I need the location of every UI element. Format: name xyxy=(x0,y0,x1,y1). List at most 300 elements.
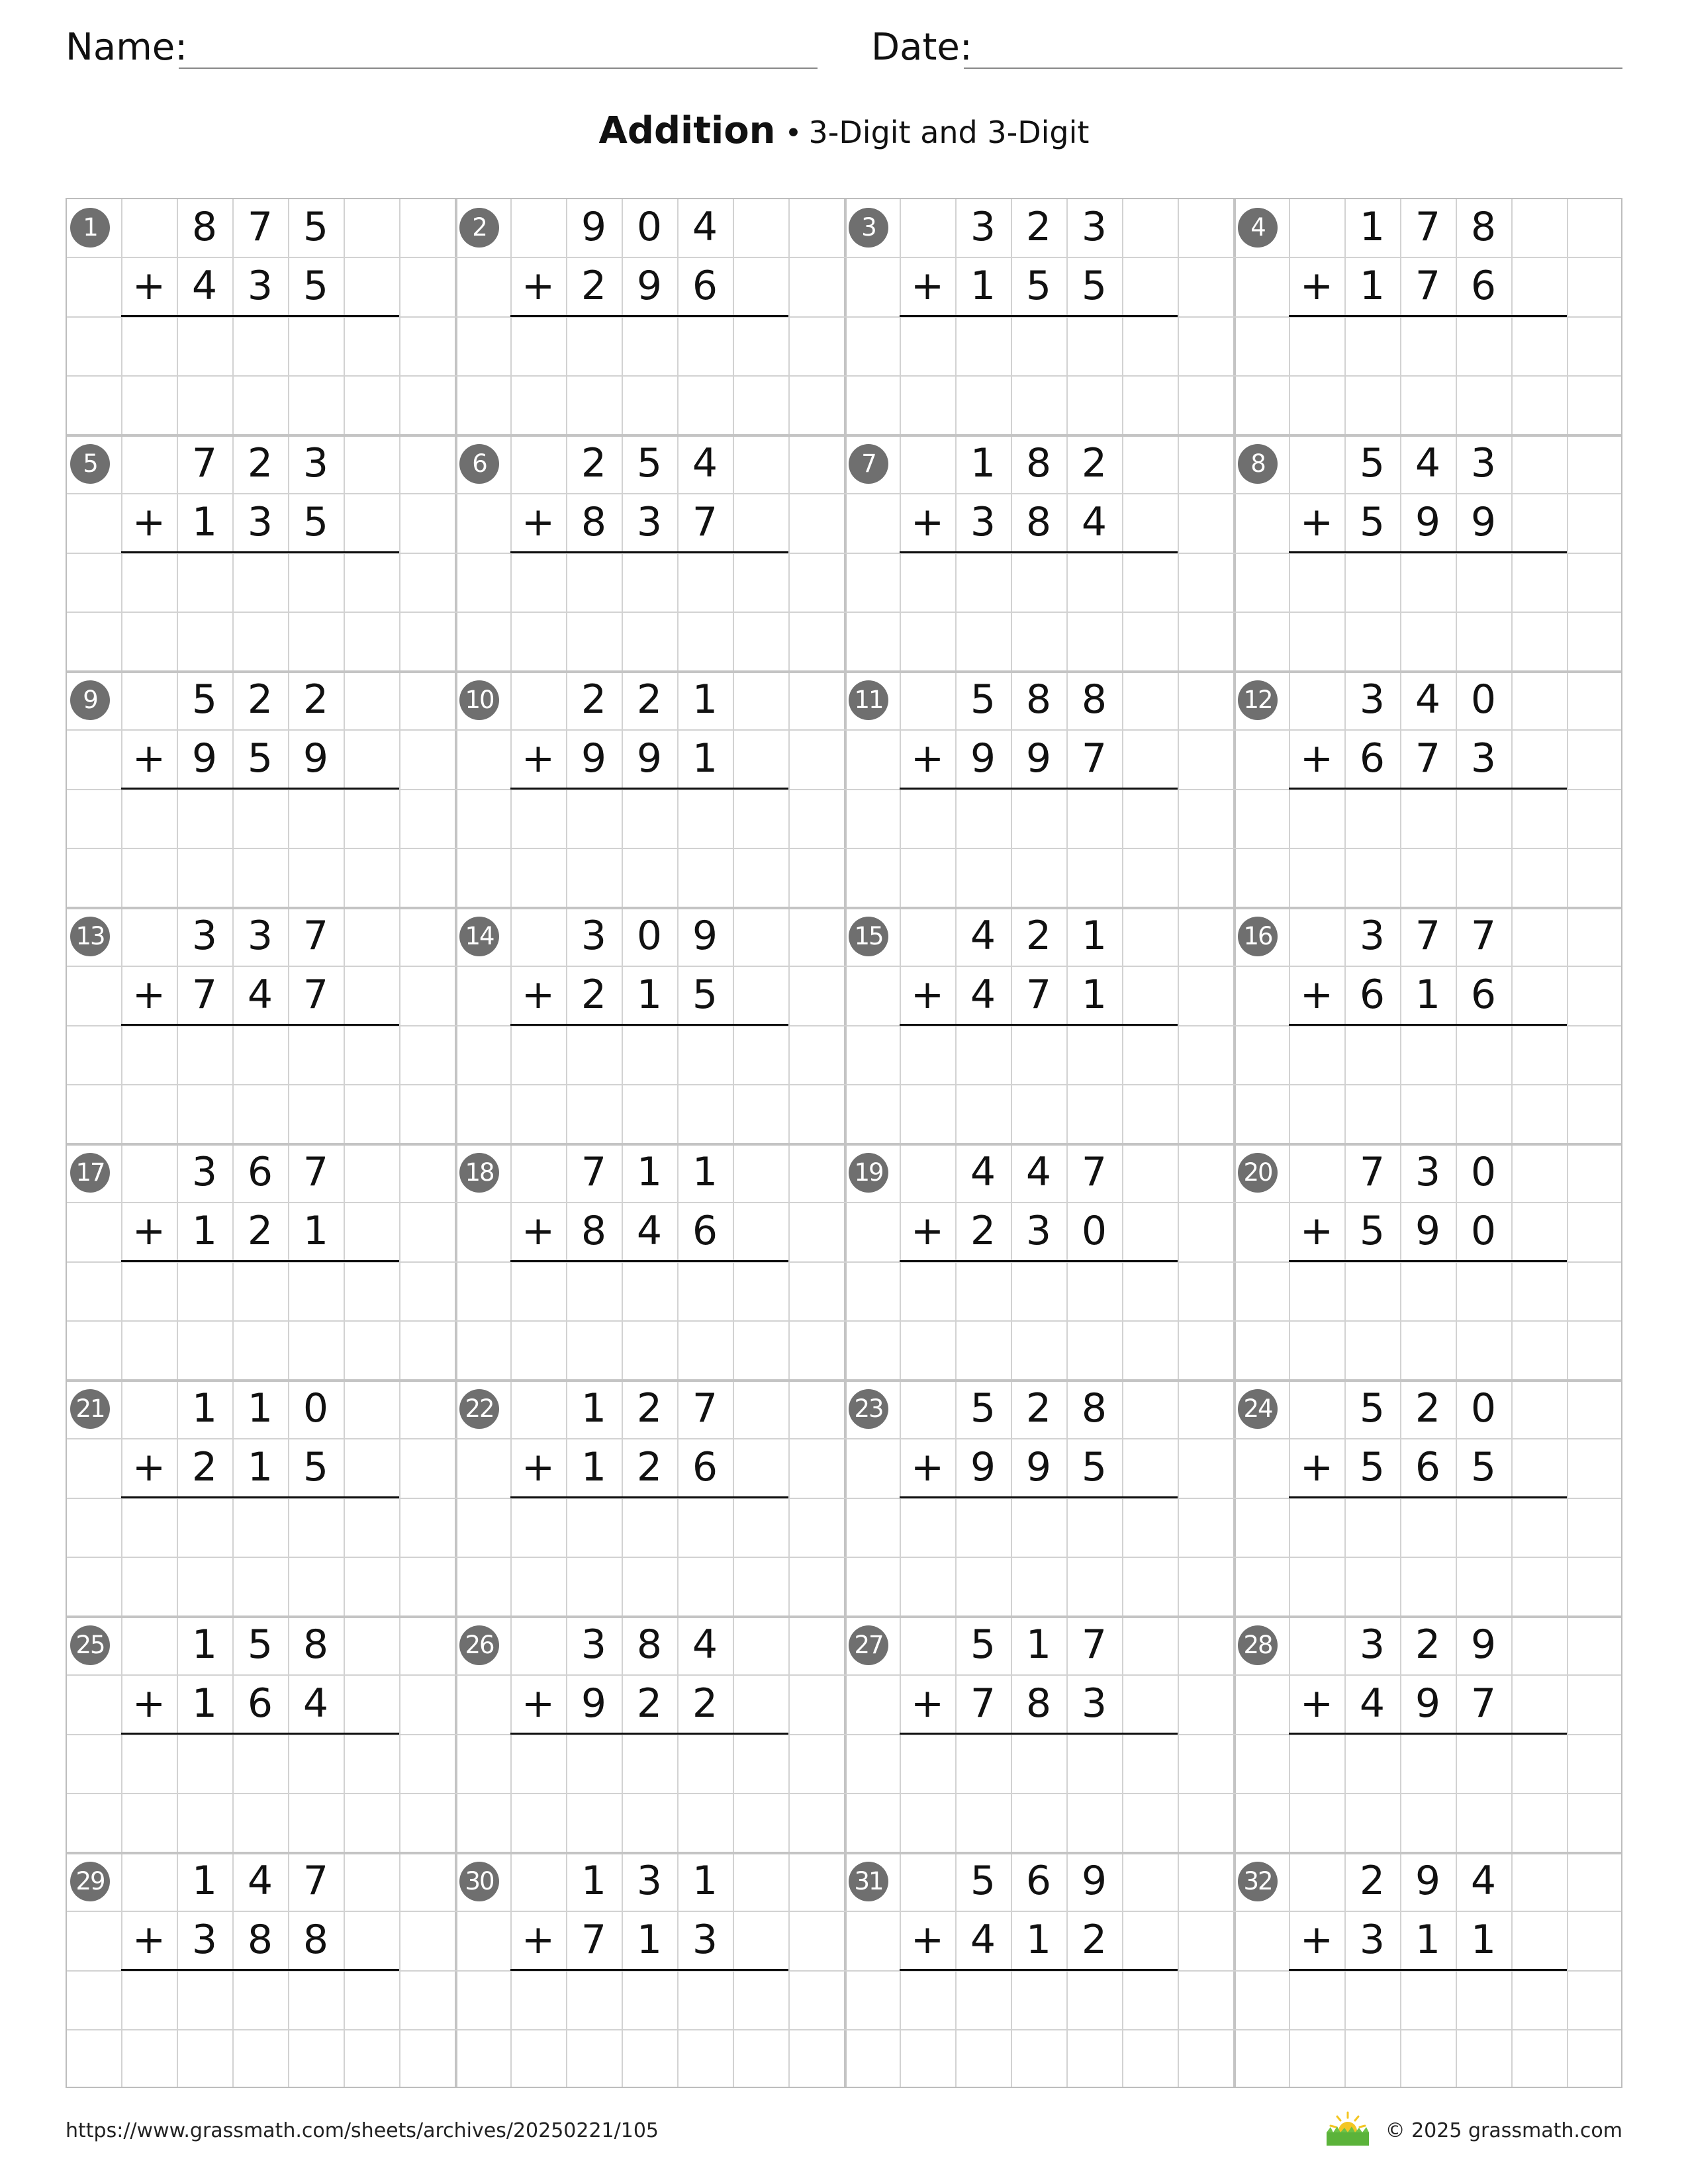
bottom-digit: 5 xyxy=(303,499,329,545)
bottom-digit: 2 xyxy=(247,1208,273,1254)
top-digit: 3 xyxy=(1359,676,1385,723)
bottom-digit: 3 xyxy=(191,1917,218,1963)
problem-block xyxy=(844,198,1233,434)
top-digit: 1 xyxy=(1359,204,1385,250)
bottom-digit: 9 xyxy=(1025,735,1052,782)
bottom-digit: 9 xyxy=(1415,499,1441,545)
top-digit: 0 xyxy=(1470,1149,1497,1195)
top-digit: 3 xyxy=(191,913,218,959)
bottom-digit: 7 xyxy=(1415,263,1441,309)
bottom-digit: 6 xyxy=(692,1444,718,1490)
bottom-digit: 6 xyxy=(1359,972,1385,1018)
top-digit: 3 xyxy=(581,1621,607,1668)
problem-number-badge: 14 xyxy=(459,917,499,956)
problem-number-badge: 31 xyxy=(849,1862,888,1901)
top-digit: 8 xyxy=(303,1621,329,1668)
top-digit: 5 xyxy=(191,676,218,723)
answer-area[interactable] xyxy=(121,1735,399,1847)
problem-block xyxy=(66,907,455,1143)
bottom-digit: 2 xyxy=(581,263,607,309)
bottom-digit: 1 xyxy=(636,972,663,1018)
top-digit: 7 xyxy=(581,1149,607,1195)
top-digit: 8 xyxy=(1025,676,1052,723)
bottom-digit: 3 xyxy=(970,499,996,545)
top-digit: 5 xyxy=(247,1621,273,1668)
top-digit: 5 xyxy=(303,204,329,250)
problem-block xyxy=(844,434,1233,670)
name-field-line[interactable] xyxy=(179,68,818,69)
bottom-digit: 2 xyxy=(191,1444,218,1490)
problem-block xyxy=(1233,1143,1622,1379)
problem-block xyxy=(1233,1615,1622,1852)
bottom-digit: 5 xyxy=(1359,1444,1385,1490)
answer-area[interactable] xyxy=(900,317,1178,430)
bottom-digit: 3 xyxy=(636,499,663,545)
problem-block xyxy=(66,434,455,670)
bottom-digit: 9 xyxy=(581,735,607,782)
answer-area[interactable] xyxy=(900,1971,1178,2083)
bottom-digit: 5 xyxy=(1081,263,1107,309)
answer-area[interactable] xyxy=(900,553,1178,666)
answer-area[interactable] xyxy=(510,1026,788,1138)
top-digit: 2 xyxy=(1025,1385,1052,1432)
answer-area[interactable] xyxy=(121,553,399,666)
top-digit: 9 xyxy=(1470,1621,1497,1668)
bottom-digit: 9 xyxy=(1470,499,1497,545)
top-digit: 3 xyxy=(1415,1149,1441,1195)
problem-number-badge: 24 xyxy=(1238,1389,1278,1429)
problem-block xyxy=(455,434,844,670)
bottom-digit: 3 xyxy=(247,263,273,309)
plus-sign: + xyxy=(1299,972,1334,1018)
answer-area[interactable] xyxy=(121,1498,399,1611)
top-digit: 1 xyxy=(1081,913,1107,959)
top-digit: 1 xyxy=(191,1858,218,1904)
top-digit: 1 xyxy=(1025,1621,1052,1668)
bottom-digit: 2 xyxy=(636,1444,663,1490)
answer-area[interactable] xyxy=(1289,553,1567,666)
bottom-digit: 1 xyxy=(970,263,996,309)
problem-number-badge: 27 xyxy=(849,1625,888,1665)
top-digit: 0 xyxy=(303,1385,329,1432)
problem-number-badge: 32 xyxy=(1238,1862,1278,1901)
top-digit: 7 xyxy=(1470,913,1497,959)
answer-area[interactable] xyxy=(510,1498,788,1611)
bottom-digit: 8 xyxy=(581,499,607,545)
top-digit: 1 xyxy=(191,1621,218,1668)
bottom-digit: 1 xyxy=(247,1444,273,1490)
problem-number-badge: 4 xyxy=(1238,208,1278,248)
answer-area[interactable] xyxy=(1289,1026,1567,1138)
bottom-digit: 9 xyxy=(1415,1680,1441,1727)
problem-block xyxy=(66,198,455,434)
top-digit: 5 xyxy=(970,1621,996,1668)
problem-block xyxy=(1233,434,1622,670)
bottom-digit: 1 xyxy=(636,1917,663,1963)
top-digit: 4 xyxy=(692,1621,718,1668)
top-digit: 1 xyxy=(191,1385,218,1432)
bottom-digit: 9 xyxy=(970,1444,996,1490)
problem-block xyxy=(66,670,455,907)
bottom-digit: 3 xyxy=(247,499,273,545)
bottom-digit: 5 xyxy=(247,735,273,782)
answer-area[interactable] xyxy=(121,317,399,430)
top-digit: 7 xyxy=(303,913,329,959)
top-digit: 2 xyxy=(636,1385,663,1432)
bottom-digit: 1 xyxy=(1415,972,1441,1018)
plus-sign: + xyxy=(521,1444,555,1490)
bottom-digit: 5 xyxy=(692,972,718,1018)
top-digit: 5 xyxy=(970,676,996,723)
bottom-digit: 4 xyxy=(191,263,218,309)
bottom-digit: 8 xyxy=(303,1917,329,1963)
top-digit: 7 xyxy=(1081,1621,1107,1668)
bottom-digit: 7 xyxy=(970,1680,996,1727)
answer-area[interactable] xyxy=(510,1971,788,2083)
problem-number-badge: 19 xyxy=(849,1153,888,1193)
problem-block xyxy=(455,1379,844,1615)
bottom-digit: 9 xyxy=(636,735,663,782)
bottom-digit: 7 xyxy=(303,972,329,1018)
bottom-digit: 6 xyxy=(1470,263,1497,309)
plus-sign: + xyxy=(1299,1917,1334,1963)
problem-number-badge: 20 xyxy=(1238,1153,1278,1193)
answer-area[interactable] xyxy=(510,553,788,666)
plus-sign: + xyxy=(521,1680,555,1727)
problem-block xyxy=(1233,907,1622,1143)
top-digit: 2 xyxy=(303,676,329,723)
plus-sign: + xyxy=(132,735,166,782)
top-digit: 6 xyxy=(1025,1858,1052,1904)
title-main: Addition xyxy=(598,109,776,152)
top-digit: 1 xyxy=(692,1858,718,1904)
bottom-digit: 1 xyxy=(1025,1917,1052,1963)
answer-area[interactable] xyxy=(510,1735,788,1847)
top-digit: 3 xyxy=(970,204,996,250)
plus-sign: + xyxy=(132,499,166,545)
bottom-digit: 1 xyxy=(1470,1917,1497,1963)
plus-sign: + xyxy=(521,263,555,309)
plus-sign: + xyxy=(132,1444,166,1490)
answer-area[interactable] xyxy=(1289,790,1567,902)
bottom-digit: 1 xyxy=(191,499,218,545)
top-digit: 2 xyxy=(1025,204,1052,250)
problem-block xyxy=(66,1615,455,1852)
problem-number-badge: 7 xyxy=(849,444,888,484)
plus-sign: + xyxy=(1299,1208,1334,1254)
plus-sign: + xyxy=(910,499,945,545)
top-digit: 1 xyxy=(636,1149,663,1195)
answer-area[interactable] xyxy=(121,1971,399,2083)
bottom-digit: 9 xyxy=(1025,1444,1052,1490)
top-digit: 4 xyxy=(970,1149,996,1195)
plus-sign: + xyxy=(1299,1444,1334,1490)
bottom-digit: 6 xyxy=(1359,735,1385,782)
bottom-digit: 2 xyxy=(692,1680,718,1727)
problem-block xyxy=(844,670,1233,907)
problem-number-badge: 1 xyxy=(70,208,110,248)
bottom-digit: 5 xyxy=(1470,1444,1497,1490)
grass-sun-logo-icon xyxy=(1324,2110,1372,2147)
answer-area[interactable] xyxy=(510,317,788,430)
worksheet-title xyxy=(0,105,1688,166)
plus-sign: + xyxy=(1299,1680,1334,1727)
top-digit: 3 xyxy=(636,1858,663,1904)
problem-block xyxy=(455,1615,844,1852)
bottom-digit: 3 xyxy=(1081,1680,1107,1727)
problem-block xyxy=(844,907,1233,1143)
top-digit: 8 xyxy=(1081,1385,1107,1432)
problem-block xyxy=(455,198,844,434)
answer-area[interactable] xyxy=(900,1498,1178,1611)
answer-area[interactable] xyxy=(1289,1735,1567,1847)
top-digit: 3 xyxy=(1359,1621,1385,1668)
top-digit: 8 xyxy=(1081,676,1107,723)
answer-area[interactable] xyxy=(900,790,1178,902)
problem-block xyxy=(66,1143,455,1379)
plus-sign: + xyxy=(910,735,945,782)
problem-number-badge: 8 xyxy=(1238,444,1278,484)
top-digit: 1 xyxy=(581,1385,607,1432)
bottom-digit: 9 xyxy=(1415,1208,1441,1254)
top-digit: 9 xyxy=(1081,1858,1107,1904)
top-digit: 7 xyxy=(1081,1149,1107,1195)
plus-sign: + xyxy=(521,499,555,545)
plus-sign: + xyxy=(521,1208,555,1254)
problem-number-badge: 11 xyxy=(849,680,888,720)
plus-sign: + xyxy=(910,1917,945,1963)
problem-block xyxy=(844,1615,1233,1852)
problem-block xyxy=(844,1143,1233,1379)
bottom-digit: 3 xyxy=(1025,1208,1052,1254)
answer-area[interactable] xyxy=(900,1262,1178,1375)
plus-sign: + xyxy=(521,1917,555,1963)
top-digit: 3 xyxy=(1359,913,1385,959)
problem-number-badge: 6 xyxy=(459,444,499,484)
problem-number-badge: 2 xyxy=(459,208,499,248)
problem-number-badge: 23 xyxy=(849,1389,888,1429)
bottom-digit: 4 xyxy=(1359,1680,1385,1727)
top-digit: 7 xyxy=(692,1385,718,1432)
top-digit: 3 xyxy=(191,1149,218,1195)
date-label: Date: xyxy=(871,26,972,69)
top-digit: 4 xyxy=(247,1858,273,1904)
top-digit: 8 xyxy=(191,204,218,250)
name-label: Name: xyxy=(66,26,188,69)
top-digit: 2 xyxy=(1025,913,1052,959)
bottom-digit: 4 xyxy=(303,1680,329,1727)
footer-copyright: © 2025 grassmath.com xyxy=(1385,2119,1622,2142)
top-digit: 0 xyxy=(1470,676,1497,723)
bottom-digit: 2 xyxy=(1081,1917,1107,1963)
plus-sign: + xyxy=(910,1444,945,1490)
top-digit: 1 xyxy=(581,1858,607,1904)
bottom-digit: 1 xyxy=(1415,1917,1441,1963)
bottom-digit: 7 xyxy=(1025,972,1052,1018)
top-digit: 2 xyxy=(581,440,607,486)
problem-block xyxy=(66,1852,455,2088)
answer-area[interactable] xyxy=(1289,317,1567,430)
bottom-digit: 6 xyxy=(1470,972,1497,1018)
problem-number-badge: 9 xyxy=(70,680,110,720)
answer-area[interactable] xyxy=(121,1262,399,1375)
title-subtitle: 3-Digit and 3-Digit xyxy=(808,114,1090,150)
bottom-digit: 2 xyxy=(581,972,607,1018)
answer-area[interactable] xyxy=(1289,1262,1567,1375)
answer-area[interactable] xyxy=(900,1026,1178,1138)
problem-number-badge: 26 xyxy=(459,1625,499,1665)
top-digit: 4 xyxy=(692,204,718,250)
problem-number-badge: 10 xyxy=(459,680,499,720)
bottom-digit: 2 xyxy=(970,1208,996,1254)
problem-block xyxy=(455,670,844,907)
bottom-digit: 1 xyxy=(1359,263,1385,309)
bottom-digit: 0 xyxy=(1470,1208,1497,1254)
top-digit: 6 xyxy=(247,1149,273,1195)
bottom-digit: 1 xyxy=(581,1444,607,1490)
top-digit: 9 xyxy=(692,913,718,959)
bottom-digit: 8 xyxy=(1025,1680,1052,1727)
answer-area[interactable] xyxy=(1289,1498,1567,1611)
problem-block xyxy=(1233,1379,1622,1615)
top-digit: 8 xyxy=(636,1621,663,1668)
bottom-digit: 4 xyxy=(970,1917,996,1963)
bottom-digit: 7 xyxy=(692,499,718,545)
problem-number-badge: 15 xyxy=(849,917,888,956)
problem-block xyxy=(455,1852,844,2088)
bottom-digit: 1 xyxy=(1081,972,1107,1018)
title-separator: • xyxy=(784,116,802,150)
problem-block xyxy=(1233,1852,1622,2088)
top-digit: 0 xyxy=(1470,1385,1497,1432)
top-digit: 7 xyxy=(1415,204,1441,250)
top-digit: 1 xyxy=(970,440,996,486)
problem-number-badge: 28 xyxy=(1238,1625,1278,1665)
top-digit: 3 xyxy=(581,913,607,959)
answer-area[interactable] xyxy=(1289,1971,1567,2083)
bottom-digit: 7 xyxy=(1415,735,1441,782)
bottom-digit: 7 xyxy=(1470,1680,1497,1727)
bottom-digit: 4 xyxy=(636,1208,663,1254)
bottom-digit: 1 xyxy=(303,1208,329,1254)
top-digit: 4 xyxy=(692,440,718,486)
top-digit: 7 xyxy=(247,204,273,250)
top-digit: 0 xyxy=(636,204,663,250)
top-digit: 2 xyxy=(1081,440,1107,486)
top-digit: 8 xyxy=(1025,440,1052,486)
plus-sign: + xyxy=(1299,499,1334,545)
top-digit: 4 xyxy=(970,913,996,959)
top-digit: 7 xyxy=(191,440,218,486)
problem-grid xyxy=(66,198,1622,2088)
plus-sign: + xyxy=(910,1208,945,1254)
bottom-digit: 9 xyxy=(970,735,996,782)
problem-block xyxy=(1233,670,1622,907)
bottom-digit: 8 xyxy=(581,1208,607,1254)
bottom-digit: 6 xyxy=(247,1680,273,1727)
bottom-digit: 1 xyxy=(692,735,718,782)
footer-url: https://www.grassmath.com/sheets/archives/20250221/105 xyxy=(66,2119,659,2142)
top-digit: 1 xyxy=(692,1149,718,1195)
top-digit: 4 xyxy=(1415,440,1441,486)
answer-area[interactable] xyxy=(121,1026,399,1138)
bottom-digit: 5 xyxy=(1081,1444,1107,1490)
bottom-digit: 9 xyxy=(191,735,218,782)
answer-area[interactable] xyxy=(510,1262,788,1375)
top-digit: 5 xyxy=(970,1858,996,1904)
problem-block xyxy=(844,1852,1233,2088)
bottom-digit: 6 xyxy=(1415,1444,1441,1490)
bottom-digit: 8 xyxy=(247,1917,273,1963)
problem-number-badge: 12 xyxy=(1238,680,1278,720)
problem-number-badge: 18 xyxy=(459,1153,499,1193)
bottom-digit: 4 xyxy=(247,972,273,1018)
problem-number-badge: 25 xyxy=(70,1625,110,1665)
bottom-digit: 5 xyxy=(1359,499,1385,545)
bottom-digit: 0 xyxy=(1081,1208,1107,1254)
top-digit: 4 xyxy=(1025,1149,1052,1195)
answer-area[interactable] xyxy=(510,790,788,902)
date-field-line[interactable] xyxy=(964,68,1622,69)
bottom-digit: 4 xyxy=(1081,499,1107,545)
plus-sign: + xyxy=(132,263,166,309)
top-digit: 3 xyxy=(1081,204,1107,250)
top-digit: 2 xyxy=(636,676,663,723)
problem-number-badge: 29 xyxy=(70,1862,110,1901)
plus-sign: + xyxy=(910,972,945,1018)
bottom-digit: 5 xyxy=(1025,263,1052,309)
top-digit: 1 xyxy=(247,1385,273,1432)
plus-sign: + xyxy=(132,1680,166,1727)
bottom-digit: 3 xyxy=(1359,1917,1385,1963)
top-digit: 3 xyxy=(247,913,273,959)
top-digit: 5 xyxy=(636,440,663,486)
bottom-digit: 9 xyxy=(303,735,329,782)
problem-number-badge: 21 xyxy=(70,1389,110,1429)
top-digit: 2 xyxy=(581,676,607,723)
problem-number-badge: 13 xyxy=(70,917,110,956)
plus-sign: + xyxy=(132,1917,166,1963)
top-digit: 2 xyxy=(1359,1858,1385,1904)
answer-area[interactable] xyxy=(121,790,399,902)
top-digit: 2 xyxy=(1415,1385,1441,1432)
top-digit: 3 xyxy=(1470,440,1497,486)
bottom-digit: 8 xyxy=(1025,499,1052,545)
plus-sign: + xyxy=(910,1680,945,1727)
top-digit: 1 xyxy=(692,676,718,723)
top-digit: 7 xyxy=(303,1858,329,1904)
plus-sign: + xyxy=(521,972,555,1018)
top-digit: 5 xyxy=(1359,440,1385,486)
answer-area[interactable] xyxy=(900,1735,1178,1847)
bottom-digit: 4 xyxy=(970,972,996,1018)
bottom-digit: 6 xyxy=(692,1208,718,1254)
problem-block xyxy=(1233,198,1622,434)
top-digit: 2 xyxy=(1415,1621,1441,1668)
plus-sign: + xyxy=(910,263,945,309)
problem-number-badge: 22 xyxy=(459,1389,499,1429)
bottom-digit: 7 xyxy=(191,972,218,1018)
bottom-digit: 5 xyxy=(1359,1208,1385,1254)
plus-sign: + xyxy=(1299,735,1334,782)
problem-block xyxy=(455,1143,844,1379)
problem-number-badge: 5 xyxy=(70,444,110,484)
top-digit: 2 xyxy=(247,676,273,723)
bottom-digit: 7 xyxy=(581,1917,607,1963)
bottom-digit: 3 xyxy=(1470,735,1497,782)
bottom-digit: 9 xyxy=(636,263,663,309)
top-digit: 9 xyxy=(581,204,607,250)
